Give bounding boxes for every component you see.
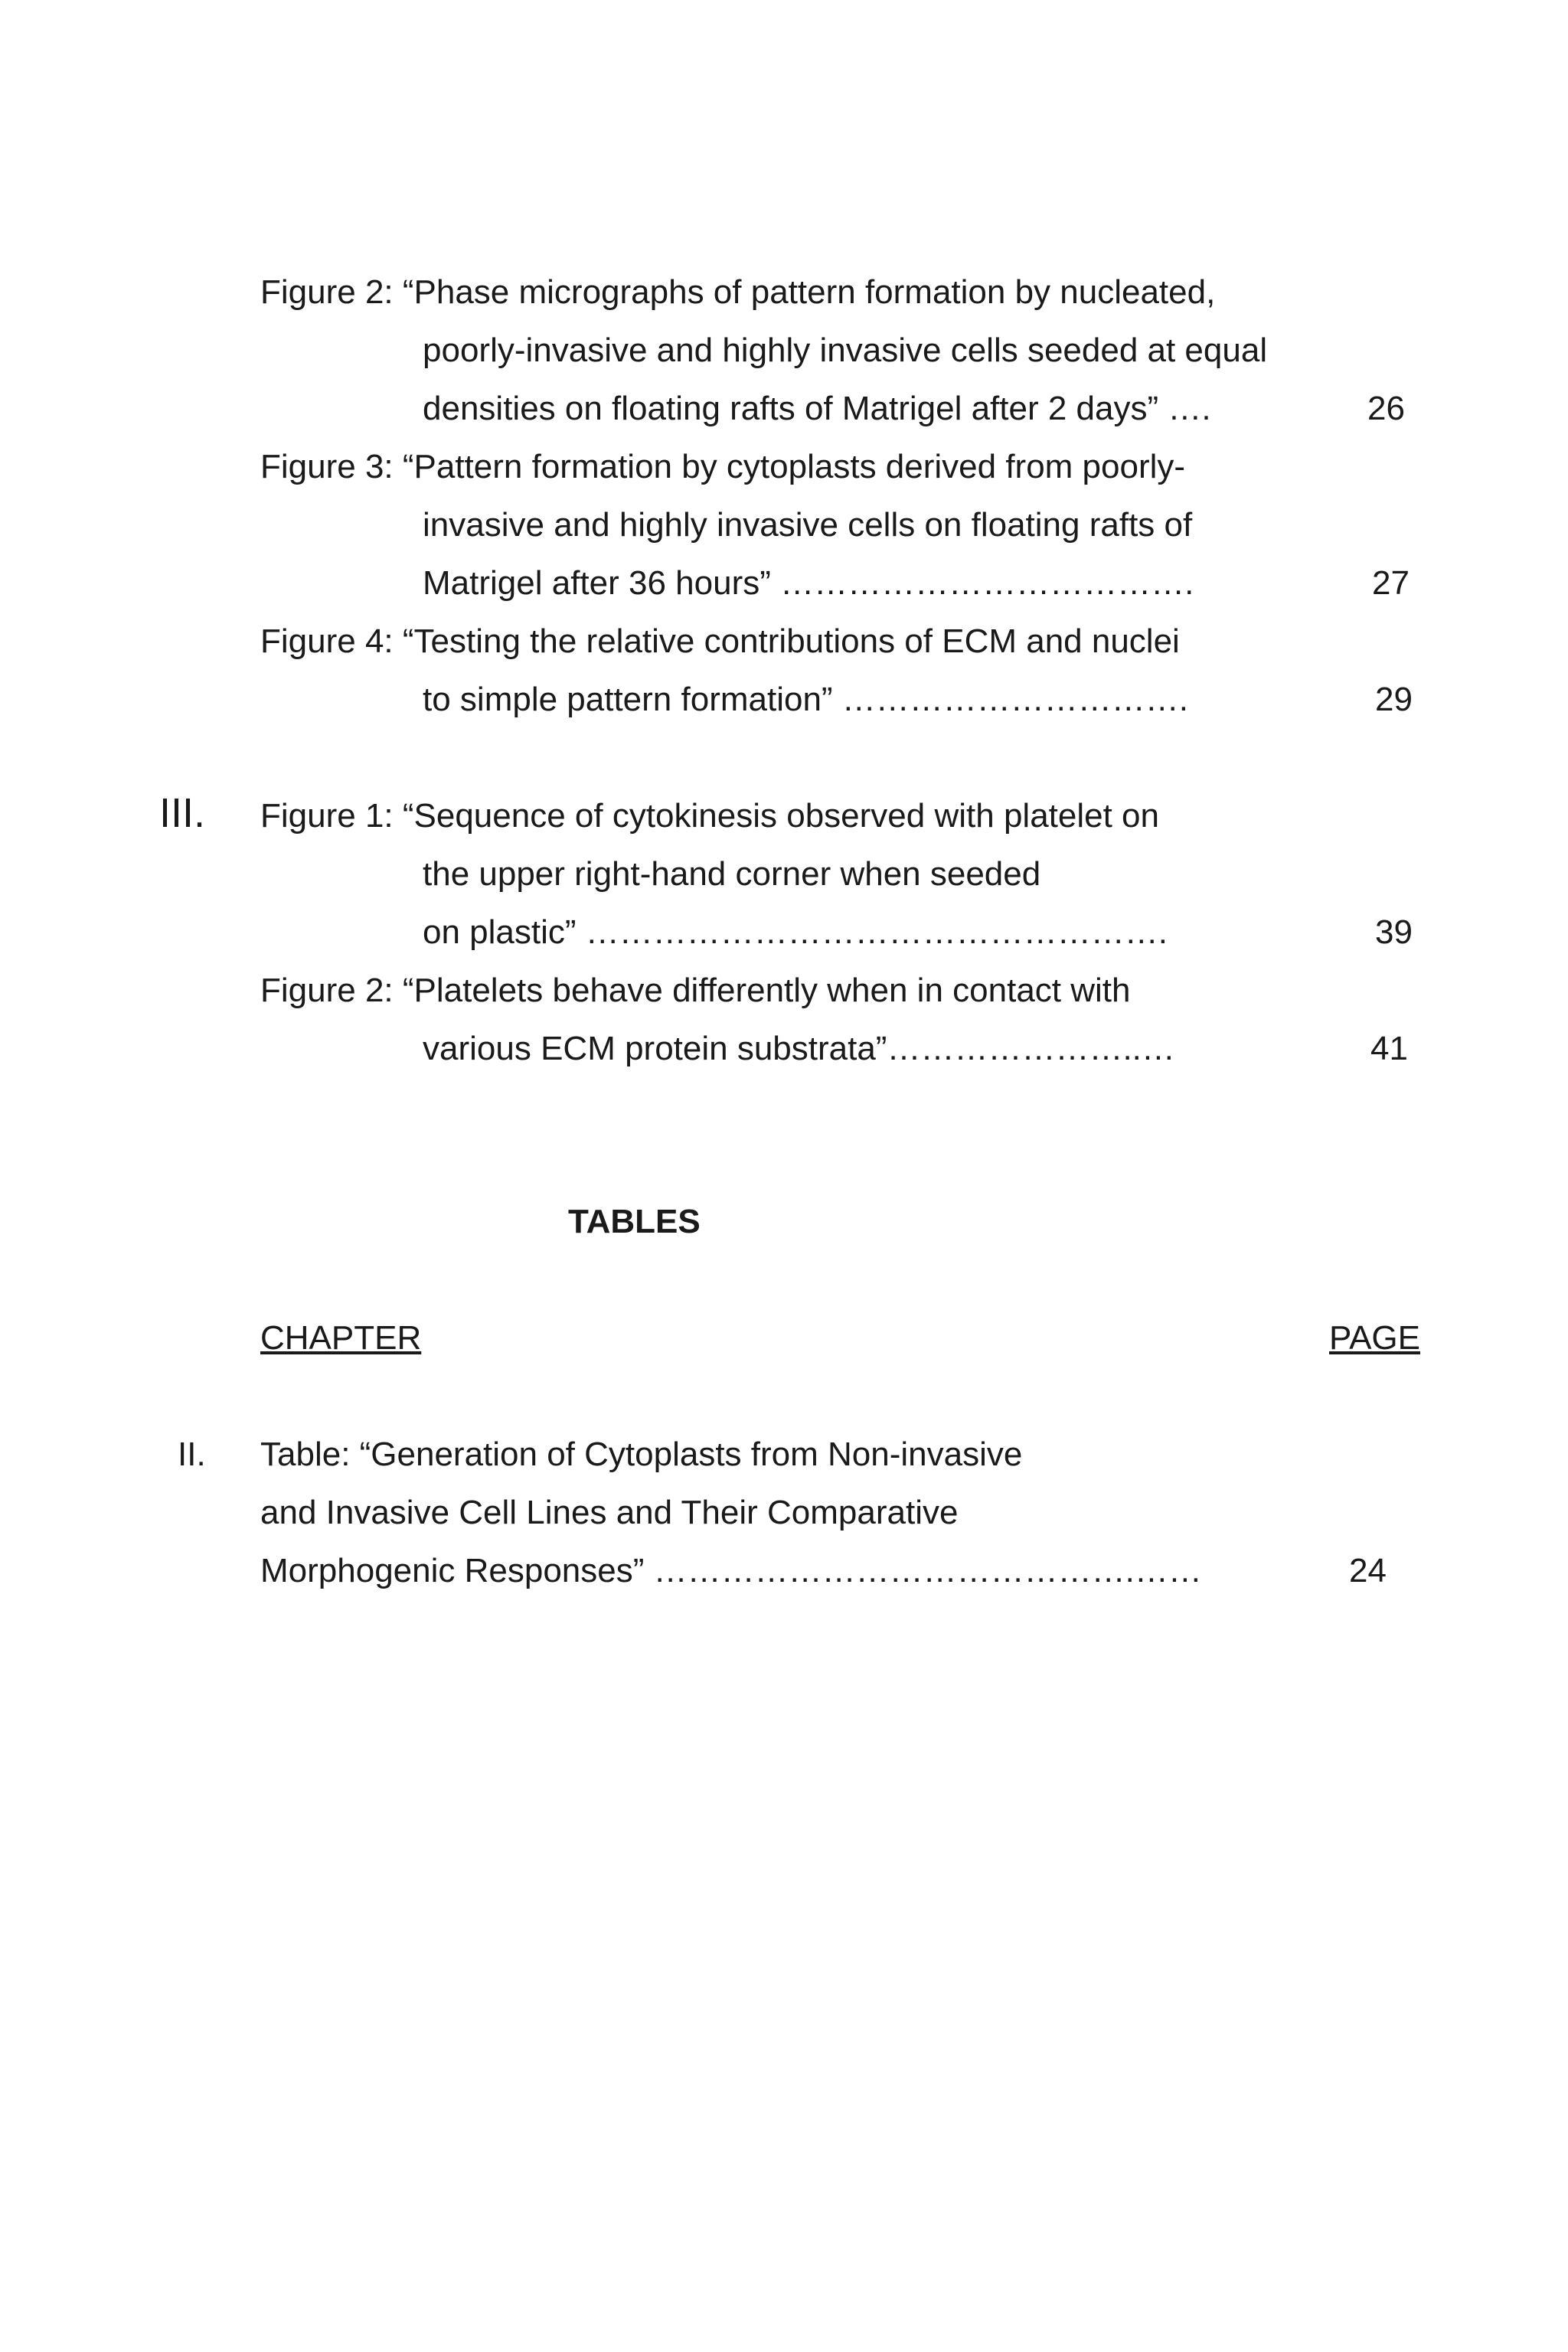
fig4-ch2-page-number: 29 <box>1375 681 1413 718</box>
chapter-ii-label: II. <box>178 1436 206 1473</box>
fig4-ch2-line1: Figure 4: “Testing the relative contributions of ECM and nuclei <box>260 622 1180 660</box>
fig2-ch2-line1: Figure 2: “Phase micrographs of pattern formation by nucleated, <box>260 273 1216 311</box>
table-entry-page-number: 24 <box>1349 1552 1387 1589</box>
fig1-ch3-line2: the upper right-hand corner when seeded <box>423 855 1041 893</box>
fig2-ch2-line3: densities on floating rafts of Matrigel after 2 days” …. <box>423 390 1211 427</box>
fig2-ch3-page-number: 41 <box>1370 1030 1408 1067</box>
fig2-ch3-line2: various ECM protein substrata”…………………..… <box>423 1030 1175 1067</box>
fig3-ch2-line3: Matrigel after 36 hours” ………………………………. <box>423 564 1194 602</box>
fig2-ch3-line1: Figure 2: “Platelets behave differently when in contact with <box>260 972 1131 1009</box>
table-entry-line3: Morphogenic Responses” …………………………………….…… <box>260 1552 1202 1589</box>
fig2-ch2-page-number: 26 <box>1367 390 1405 427</box>
fig3-ch2-line1: Figure 3: “Pattern formation by cytoplasts derived from poorly- <box>260 448 1186 485</box>
fig4-ch2-line2: to simple pattern formation” …………………………. <box>423 681 1189 718</box>
page-column-header: PAGE <box>1329 1319 1421 1357</box>
chapter-column-header: CHAPTER <box>260 1319 422 1357</box>
fig3-ch2-line2: invasive and highly invasive cells on floating rafts of <box>423 506 1193 544</box>
tables-heading: TABLES <box>568 1203 701 1240</box>
chapter-iii-label: III. <box>159 790 206 836</box>
table-entry-line2: and Invasive Cell Lines and Their Comparative <box>260 1494 959 1531</box>
fig1-ch3-page-number: 39 <box>1375 913 1413 951</box>
fig1-ch3-line1: Figure 1: “Sequence of cytokinesis observed with platelet on <box>260 797 1159 835</box>
fig3-ch2-page-number: 27 <box>1372 564 1410 602</box>
fig2-ch2-line2: poorly-invasive and highly invasive cells seeded at equal <box>423 332 1268 369</box>
table-entry-line1: Table: “Generation of Cytoplasts from Non-invasive <box>260 1436 1023 1473</box>
fig1-ch3-line3: on plastic” ……………………………………………. <box>423 913 1168 951</box>
